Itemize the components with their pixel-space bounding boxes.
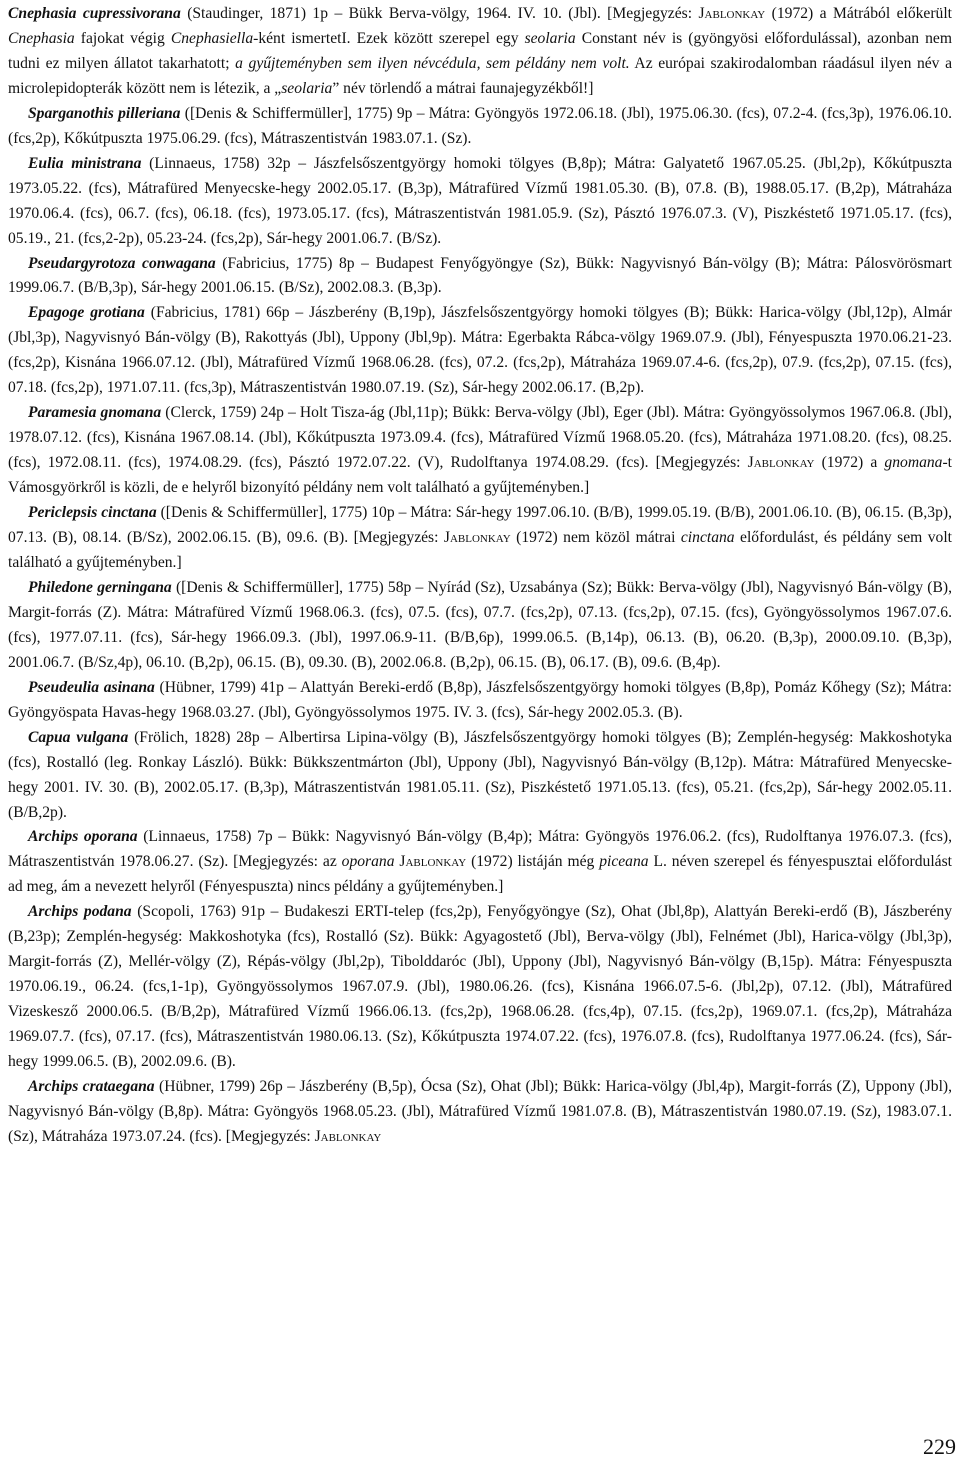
species-name: Capua vulgana (28, 728, 129, 746)
entry-text: seolaria (524, 29, 576, 47)
entry-text: Az európai szakirodalomban ráadásul ilyen név a microlepidopterák között nem is létezik, a „ (8, 54, 952, 97)
entry-text: Constant név is (gyöngyösi előfordulással), azonban nem tudni ez milyen állatot takarhatott; (8, 29, 952, 72)
entry-text: (Hübner, 1799) 26p – Jászberény (B,5p), Ócsa (Sz), Ohat (Jbl); Bükk: Harica-völgy (Jbl,4p), Margit-forrás (Z), Uppony (Jbl), Nagyvisnyó Bán-völgy (B,8p). Mátra: Gyöngyös 1968.05.23. (Jbl), Mátrafüred Vízmű 1981.07.8. (B), Mátraszentistván 1980.07.19. (Sz), 1983.07.1. (Sz), Mátraháza 1973.07.24. (fcs). [Megjegyzés: (8, 1077, 952, 1145)
species-name: Sparganothis pilleriana (28, 104, 181, 122)
author-citation: Jablonkay (443, 529, 511, 547)
entry-text: (Linnaeus, 1758) 7p – Bükk: Nagyvisnyó Bán-völgy (B,4p); Mátra: Gyöngyös 1976.06.2. (fcs), Rudolftanya 1976.07.3. (fcs), Mátraszentistván 1978.06.27. (Sz). [Megjegyzés: az (8, 828, 952, 871)
entry-text: előfordulást, és példány sem volt található a gyűjteményben.] (8, 529, 952, 571)
species-name: Epagoge grotiana (28, 304, 145, 322)
entry-text: Cnephasia (8, 29, 75, 47)
author-citation: Jablonkay (698, 5, 766, 22)
entry-text: cinctana (680, 529, 735, 547)
species-entry (8, 2, 952, 102)
entry-text: -t Vámosgyörkről is közli, de e helyről bizonyító példány nem volt található a gyűjteményben.] (8, 454, 952, 497)
entry-text: (Scopoli, 1763) 91p – Budakeszi ERTI-telep (fcs,2p), Fenyőgyöngye (Sz), Ohat (Jbl,8p), Alattyán Bereki-erdő (B), Jászberény (B,23p); Zemplén-hegység: Makkoshotyka (fcs), Rostalló (Sz). Bükk: Agyagostető (Jbl), Berva-völgy (Jbl), Felnémet (Jbl), Harica-völgy (Jbl,3p), Margit-forrás (Z), Mellér-völgy (Z), Répás-völgy (Jbl,2p), Tibolddaróc (Jbl), Uppony (Jbl), Nagyvisnyó Bán-völgy (B,15p). Mátra: Fényespuszta 1970.06.19., 06.24. (fcs,1-1p), Gyöngyössolymos 1967.07.9. (Jbl), 1980.06.26. (fcs), Kisnána 1966.07.5-6. (Jbl,2p), 07.12. (Jbl), Mátrafüred Vizeskesző 2000.06.5. (B/B,2p), Mátrafüred Vízmű 1966.06.13. (fcs,2p), 1968.06.28. (fcs,4p), 07.15. (fcs,2p), 1969.07.1. (fcs,2p), Mátraháza 1969.07.7. (fcs), 07.17. (fcs), Mátraszentistván 1980.06.13. (Sz), Kőkútpuszta 1974.07.22. (fcs), 1976.07.8. (fcs), Rudolftanya 1977.06.24. (fcs), Sár-hegy 1999.06.5. (B), 2002.09.6. (B). (8, 903, 952, 1071)
document-body (8, 2, 952, 1150)
entry-text: (Staudinger, 1871) 1p – Bükk Berva-völgy, 1964. IV. 10. (Jbl). [Megjegyzés: (180, 5, 699, 22)
species-name: Pseudargyrotoza conwagana (28, 254, 216, 272)
entry-text: (1972) a Mátrából előkerült (765, 5, 952, 22)
species-name: Archips crataegana (28, 1077, 155, 1095)
species-entry (8, 301, 952, 401)
entry-text: (Fabricius, 1775) 8p – Budapest Fenyőgyöngye (Sz), Bükk: Nagyvisnyó Bán-völgy (B); Mátra: Pálosvörösmart 1999.06.7. (B/B,3p), Sár-hegy 2001.06.15. (B/Sz), 2002.08.3. (B,3p). (8, 254, 953, 297)
species-name: Cnephasia cupressivorana (8, 5, 181, 22)
entry-text: (Hübner, 1799) 41p – Alattyán Bereki-erdő (B,8p), Jászfelsőszentgyörgy homoki tölgyes (B,8p), Pomáz Kőhegy (Sz); Mátra: Gyöngyöspata Havas-hegy 1968.03.27. (Jbl), Gyöngyössolymos 1975. IV. 3. (fcs), Sár-hegy 2002.05.3. (B). (8, 678, 953, 721)
entry-text: L. néven szerepel és fényespusztai előfordulást ad meg, ám a nevezett helyről (Fényespuszta) nincs példány a gyűjteményben.] (8, 853, 952, 896)
author-citation: Jablonkay (314, 1127, 382, 1145)
species-entry (8, 576, 952, 676)
entry-text: fajokat végig (74, 29, 171, 47)
species-entry (8, 726, 952, 826)
entry-text: (Frölich, 1828) 28p – Albertirsa Lipina-völgy (B), Jászfelsőszentgyörgy homoki tölgyes (B); Zemplén-hegység: Makkoshotyka (fcs), Rostalló (leg. Ronkay László). Bükk: Bükkszentmárton (Jbl), Uppony (Jbl), Nagyvisnyó Bán-völgy (B,12p). Mátra: Mátrafüred Menyecske-hegy 2001. IV. 30. (B), 2002.05.17. (B,3p), Mátraszentistván 1981.05.11. (Sz), Piszkéstető 1971.05.13. (fcs), 05.21. (fcs,2p), Sár-hegy 2002.05.11. (B/B,2p). (8, 728, 952, 821)
entry-text: a gyűjteményben sem ilyen névcédula, sem példány nem volt. (235, 54, 630, 72)
species-entry (8, 152, 952, 252)
entry-text: -ként ismertetI. Ezek között szerepel egy (253, 29, 525, 47)
species-entry (8, 676, 952, 726)
entry-text: Cnephasiella (170, 29, 254, 47)
entry-text: gnomana (884, 454, 943, 472)
species-name: Paramesia gnomana (28, 404, 162, 422)
species-entry (8, 1075, 952, 1150)
page-number: 229 (923, 1434, 956, 1459)
entry-text: (1972) listáján még (466, 853, 600, 871)
entry-text: (1972) nem közöl mátrai (510, 529, 681, 547)
entry-text: (Linnaeus, 1758) 32p – Jászfelsőszentgyörgy homoki tölgyes (B,8p); Mátra: Galyatető 1967.05.25. (Jbl,2p), Kőkútpuszta 1973.05.22. (fcs), Mátrafüred Menyecske-hegy 2002.05.17. (B,3p), Mátrafüred Vízmű 1981.05.30. (B), 07.8. (B), 1988.05.17. (B,2p), Mátraháza 1970.06.4. (fcs), 06.7. (fcs), 06.18. (fcs), 1973.05.17. (fcs), Mátraszentistván 1981.05.9. (Sz), Pásztó 1976.07.3. (V), Piszkéstető 1971.05.17. (fcs), 05.19., 21. (fcs,2-2p), 05.23-24. (fcs,2p), Sár-hegy 2001.06.7. (B/Sz). (8, 154, 952, 247)
entry-text: ([Denis & Schiffermüller], 1775) 10p – Mátra: Sár-hegy 1997.06.10. (B/B), 1999.05.19. (B/B), 2001.06.10. (B), 06.15. (B,3p), 07.13. (B), 08.14. (B/Sz), 2002.06.15. (B), 09.6. (B). [Megjegyzés: (8, 504, 952, 547)
species-entry (8, 501, 952, 576)
entry-text: seolaria (281, 79, 333, 97)
author-citation: Jablonkay (747, 454, 815, 472)
species-name: Periclepsis cinctana (28, 504, 157, 522)
species-entry (8, 900, 952, 1075)
species-name: Philedone gerningana (28, 578, 172, 596)
entry-text: ([Denis & Schiffermüller], 1775) 9p – Mátra: Gyöngyös 1972.06.18. (Jbl), 1975.06.30. (fcs), 07.2-4. (fcs,3p), 1976.06.10. (fcs,2p), Kőkútpuszta 1975.06.29. (fcs), Mátraszentistván 1983.07.1. (Sz). (8, 104, 952, 147)
species-name: Eulia ministrana (28, 154, 142, 172)
entry-text: (Clerck, 1759) 24p – Holt Tisza-ág (Jbl,11p); Bükk: Berva-völgy (Jbl), Eger (Jbl). Mátra: Gyöngyössolymos 1967.06.8. (Jbl), 1978.07.12. (fcs), Kisnána 1967.08.14. (Jbl), Kőkútpuszta 1973.09.4. (fcs), Mátrafüred Vízmű 1968.05.20. (fcs), Mátraháza 1971.08.20. (fcs), 08.25. (fcs), 1972.08.11. (fcs), 1974.08.29. (fcs), Pásztó 1972.07.22. (V), Rudolftanya 1974.08.29. (fcs). [Megjegyzés: (8, 404, 952, 472)
species-entry (8, 252, 952, 302)
species-name: Archips oporana (28, 828, 138, 846)
species-name: Pseudeulia asinana (28, 678, 155, 696)
entry-text: (Fabricius, 1781) 66p – Jászberény (B,19p), Jászfelsőszentgyörgy homoki tölgyes (B); Bükk: Harica-völgy (Jbl,12p), Almár (Jbl,3p), Nagyvisnyó Bán-völgy (B), Rakottyás (Jbl), Uppony (Jbl,9p). Mátra: Egerbakta Rábca-völgy 1969.07.9. (Jbl), Fényespuszta 1970.06.21-23. (fcs,2p), Kisnána 1966.07.12. (Jbl), Mátrafüred Vízmű 1968.06.28. (fcs), 07.2. (fcs,2p), Mátraháza 1969.07.4-6. (fcs,2p), 07.9. (fcs,2p), 07.15. (fcs), 07.18. (fcs,2p), 1971.07.11. (fcs,3p), Mátraszentistván 1980.07.19. (Sz), Sár-hegy 2002.06.17. (B,2p). (8, 304, 952, 397)
entry-text: (1972) a (814, 454, 885, 472)
species-entry (8, 825, 952, 900)
entry-text: ([Denis & Schiffermüller], 1775) 58p – Nyírád (Sz), Uzsabánya (Sz); Bükk: Berva-völgy (Jbl), Nagyvisnyó Bán-völgy (B), Margit-forrás (Z). Mátra: Mátrafüred Vízmű 1968.06.3. (fcs), 07.5. (fcs), 07.7. (fcs,2p), 07.13. (fcs,2p), 07.15. (fcs), Gyöngyössolymos 1967.07.6. (fcs), 1977.07.11. (fcs), Sár-hegy 1966.09.3. (Jbl), 1997.06.9-11. (B/B,6p), 1999.06.5. (B,14p), 06.13. (B), 06.20. (B,3p), 2000.09.10. (B,3p), 2001.06.7. (B/Sz,4p), 06.10. (B,2p), 06.15. (B), 09.30. (B), 2002.06.8. (B,2p), 06.15. (B), 06.17. (B), 09.6. (B,4p). (8, 578, 952, 671)
entry-text: oporana (341, 853, 395, 871)
author-citation: Jablonkay (399, 853, 467, 871)
species-entry (8, 102, 952, 152)
entry-text: piceana (599, 853, 649, 871)
species-entry (8, 401, 952, 501)
entry-text: ” név törlendő a mátrai faunajegyzékből!] (332, 79, 594, 97)
species-name: Archips podana (28, 903, 132, 921)
